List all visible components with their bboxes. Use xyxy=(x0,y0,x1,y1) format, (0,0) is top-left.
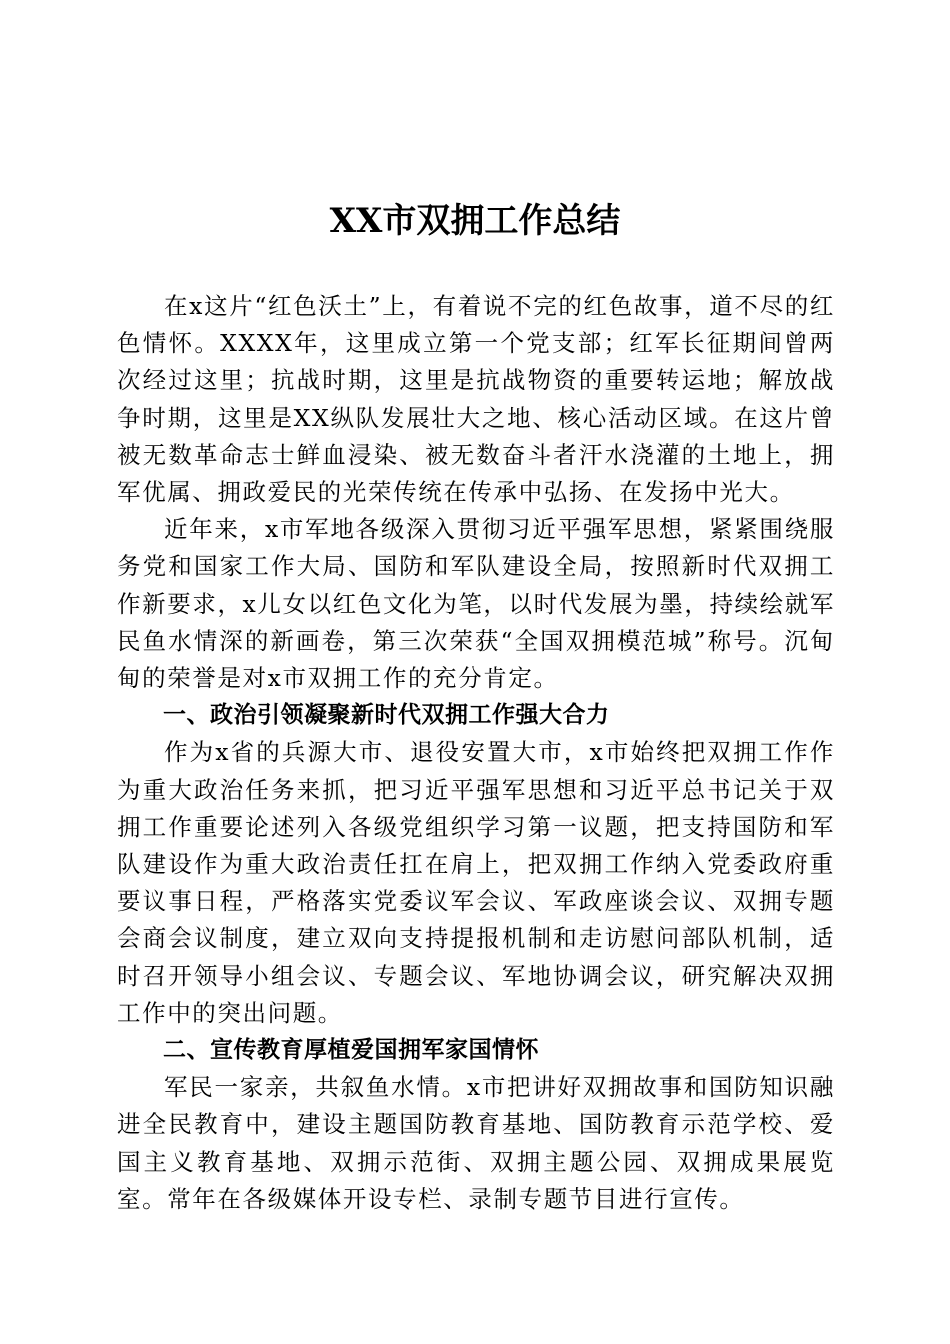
document-title: XX市双拥工作总结 xyxy=(329,201,621,241)
section-1-heading: 一、政治引领凝聚新时代双拥工作强大合力 xyxy=(163,702,610,729)
document-body xyxy=(117,288,835,1218)
intro-paragraph-2: 近年来，x市军地各级深入贯彻习近平强军思想，紧紧围绕服务党和国家工作大局、国防和军队建设全局，按照新时代双拥工作新要求，x儿女以红色文化为笔，以时代发展为墨，持续绘就军民鱼水情深的新画卷，第三次荣获“全国双拥模范城”称号。沉甸甸的荣誉是对x市双拥工作的充分肯定。 xyxy=(117,515,835,693)
section-2-heading: 二、宣传教育厚植爱国拥军家国情怀 xyxy=(163,1037,539,1064)
section-2-paragraph: 军民一家亲，共叙鱼水情。x市把讲好双拥故事和国防知识融进全民教育中，建设主题国防教育基地、国防教育示范学校、爱国主义教育基地、双拥示范街、双拥主题公园、双拥成果展览室。常年在各级媒体开设专栏、录制专题节目进行宣传。 xyxy=(117,1073,835,1213)
section-1-paragraph: 作为x省的兵源大市、退役安置大市，x市始终把双拥工作作为重大政治任务来抓，把习近平强军思想和习近平总书记关于双拥工作重要论述列入各级党组织学习第一议题，把支持国防和军队建设作为重大政治责任扛在肩上，把双拥工作纳入党委政府重要议事日程，严格落实党委议军会议、军政座谈会议、双拥专题会商会议制度，建立双向支持提报机制和走访慰问部队机制，适时召开领导小组会议、专题会议、军地协调会议，研究解决双拥工作中的突出问题。 xyxy=(117,738,835,1027)
intro-paragraph-1: 在x这片“红色沃土”上，有着说不完的红色故事，道不尽的红色情怀。XXXX年，这里成立第一个党支部；红军长征期间曾两次经过这里；抗战时期，这里是抗战物资的重要转运地；解放战争时期，这里是XX纵队发展壮大之地、核心活动区域。在这片曾被无数革命志士鲜血浸染、被无数奋斗者汗水浇灌的土地上，拥军优属、拥政爱民的光荣传统在传承中弘扬、在发扬中光大。 xyxy=(117,292,835,507)
